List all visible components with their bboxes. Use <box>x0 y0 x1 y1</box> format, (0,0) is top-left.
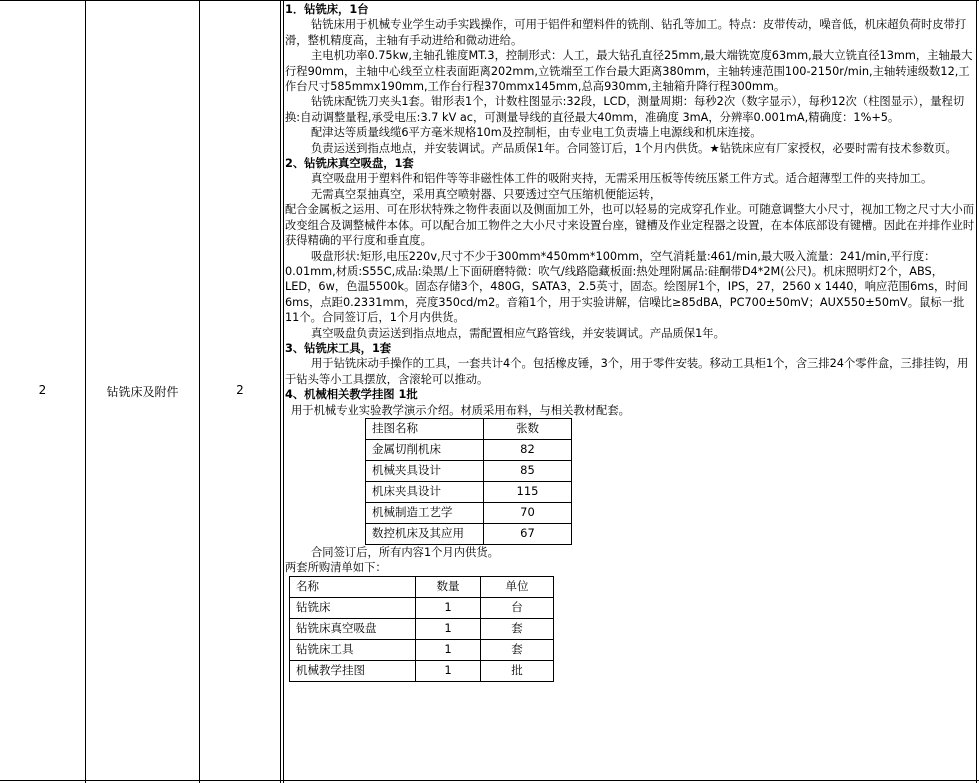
paragraph: 用于钻铣床动手操作的工具，一套共计4个。包括橡皮锤，3个，用于零件安装。移动工具柜1个，含三排24个零件盒，三排挂钩，用于钻头等小工具摆放，含滚轮可以推动。 <box>285 357 969 386</box>
section-title: 1．钻铣床，1台 <box>285 3 369 16</box>
spec-content <box>285 2 975 682</box>
paragraph: 无需真空泵抽真空，采用真空喷射器、只要透过空气压缩机便能运转， <box>310 187 662 201</box>
row-name: 钻铣床及附件 <box>106 385 179 399</box>
table-cell: 数控机床及其应用 <box>366 523 484 544</box>
table-cell: 套 <box>481 639 554 660</box>
row-qty: 2 <box>236 383 244 397</box>
paragraph: 真空吸盘负责运送到指点地点，需配置相应气路管线，并安装调试。产品质保1年。 <box>310 326 725 340</box>
table-row <box>290 597 554 618</box>
table-cell: 金属切削机床 <box>366 439 484 460</box>
paragraph: 配合金属板之运用、可在形状特殊之物件表面以及侧面加工外，也可以轻易的完成穿孔作业。可随意调整大小尺寸，视加工物之尺寸大小而改变组合及调整械件本体。可以配合加工物件之大小尺寸来设置台座，键槽及作业定程器之设置，在本体底部设有键槽。因此在并排作业时获得精确的平行度和垂直度。 <box>285 203 975 248</box>
table-cell: 钻铣床工具 <box>290 639 416 660</box>
table-cell: 85 <box>484 460 572 481</box>
summary-caption: 两套所购清单如下： <box>285 561 387 575</box>
summary-table <box>289 576 554 682</box>
section-title: 4、机械相关教学挂图 1批 <box>285 388 418 402</box>
table-row <box>366 460 572 481</box>
paragraph: 用于机械专业实验教学演示介绍。材质采用布料，与相关教材配套。 <box>291 403 630 417</box>
table-row <box>290 618 554 639</box>
table-row <box>290 660 554 681</box>
paragraph: 钻铣床配铣刀夹头1套。钳形表1个，计数柱图显示:32段，LCD，测量周期：每秒2次（数字显示），每秒12次（柱图显示），量程切换:自动调整量程,承受电压:3.7 kV ac，可测量导线的直径最大40mm，准确度 3mA，分辨率0.001mA,精确度：1%+5。 <box>285 95 965 124</box>
table-cell: 115 <box>484 481 572 502</box>
paragraph: 真空吸盘用于塑料件和铝件等等非磁性体工件的吸附夹持，无需采用压板等传统压紧工件方式。适合超薄型工件的夹持加工。 <box>310 172 933 186</box>
table-cell: 1 <box>416 618 481 639</box>
table-row <box>366 439 572 460</box>
col-divider <box>283 0 284 783</box>
paragraph: 主电机功率0.75kw,主轴孔锥度MT.3，控制形式：人工，最大钻孔直径25mm,最大端铣宽度63mm,最大立铣直径13mm，主轴最大行程90mm，主轴中心线至立柱表面距离202mm,立铣端至工作台最大距离380mm，主轴转速范围100-2150r/min,主轴转速级数12,工作台尺寸585mmx190mm,工作台行程370mmx145mm,总高930mm,主轴箱升降行程300mm。 <box>285 49 973 94</box>
paragraph: 钻铣床用于机械专业学生动手实践操作，可用于铝件和塑料件的铣削、钻孔等加工。特点：皮带传动，噪音低，机床超负荷时皮带打滑，整机精度高，主轴有手动进给和微动进给。 <box>285 18 967 47</box>
col-divider <box>280 0 281 783</box>
paragraph: 合同签订后，所有内容1个月内供货。 <box>310 545 499 559</box>
table-header: 名称 <box>290 576 416 597</box>
table-cell: 钻铣床 <box>290 597 416 618</box>
table-row <box>366 502 572 523</box>
table-cell: 钻铣床真空吸盘 <box>290 618 416 639</box>
section-title: 3、钻铣床工具，1套 <box>285 341 392 355</box>
paragraph: 吸盘形状:矩形,电压220v,尺寸不少于300mm*450mm*100mm，空气消耗量:461/min,最大吸入流量：241/min,平行度：0.01mm,材质:S55C,成品:染黑/上下面研磨特微：吹气/线路隐藏板面:热处理附属品:硅酮带D4*2M(公尺)。机床照明灯2个，ABS，LED，6w，色温5500k。固态存储3个，480G，SATA3，2.5英寸，固态。绘图屏1个，IPS，27，2560 x 1440，响应范围6ms，时间6ms，点距0.2331mm，亮度350cd/m2。音箱1个，用于实验讲解，信噪比≥85dBA，PC700±50mV；AUX550±50mV。鼠标一批11个。合同签订后，1个月内供货。 <box>285 249 968 325</box>
table-cell: 1 <box>416 639 481 660</box>
table-cell: 67 <box>484 523 572 544</box>
table-row <box>366 523 572 544</box>
wallchart-table <box>365 418 572 545</box>
table-cell: 82 <box>484 439 572 460</box>
table-cell: 套 <box>481 618 554 639</box>
top-border <box>0 0 979 1</box>
section-title: 2、钻铣床真空吸盘，1套 <box>285 157 414 171</box>
table-cell: 机械教学挂图 <box>290 660 416 681</box>
table-row <box>366 481 572 502</box>
table-cell: 1 <box>416 660 481 681</box>
table-row <box>290 639 554 660</box>
table-header-row <box>366 418 572 439</box>
row-index: 2 <box>38 383 47 397</box>
table-cell: 70 <box>484 502 572 523</box>
paragraph: 负责运送到指点地点，并安装调试。产品质保1年。合同签订后，1个月内供货。★钻铣床应有厂家授权，必要时需有技术参数页。 <box>310 141 957 155</box>
table-header: 张数 <box>484 418 572 439</box>
table-header: 数量 <box>416 576 481 597</box>
table-cell: 机械制造工艺学 <box>366 502 484 523</box>
table-cell: 批 <box>481 660 554 681</box>
right-border <box>976 0 977 783</box>
table-header-row <box>290 576 554 597</box>
table-cell: 机床夹具设计 <box>366 481 484 502</box>
table-header: 挂图名称 <box>366 418 484 439</box>
table-cell: 台 <box>481 597 554 618</box>
table-cell: 1 <box>416 597 481 618</box>
table-cell: 机械夹具设计 <box>366 460 484 481</box>
bottom-border <box>0 780 979 781</box>
table-header: 单位 <box>481 576 554 597</box>
paragraph: 配津达等质量线缆6平方毫米规格10m及控制柜，由专业电工负责墙上电源线和机床连接。 <box>310 126 762 140</box>
